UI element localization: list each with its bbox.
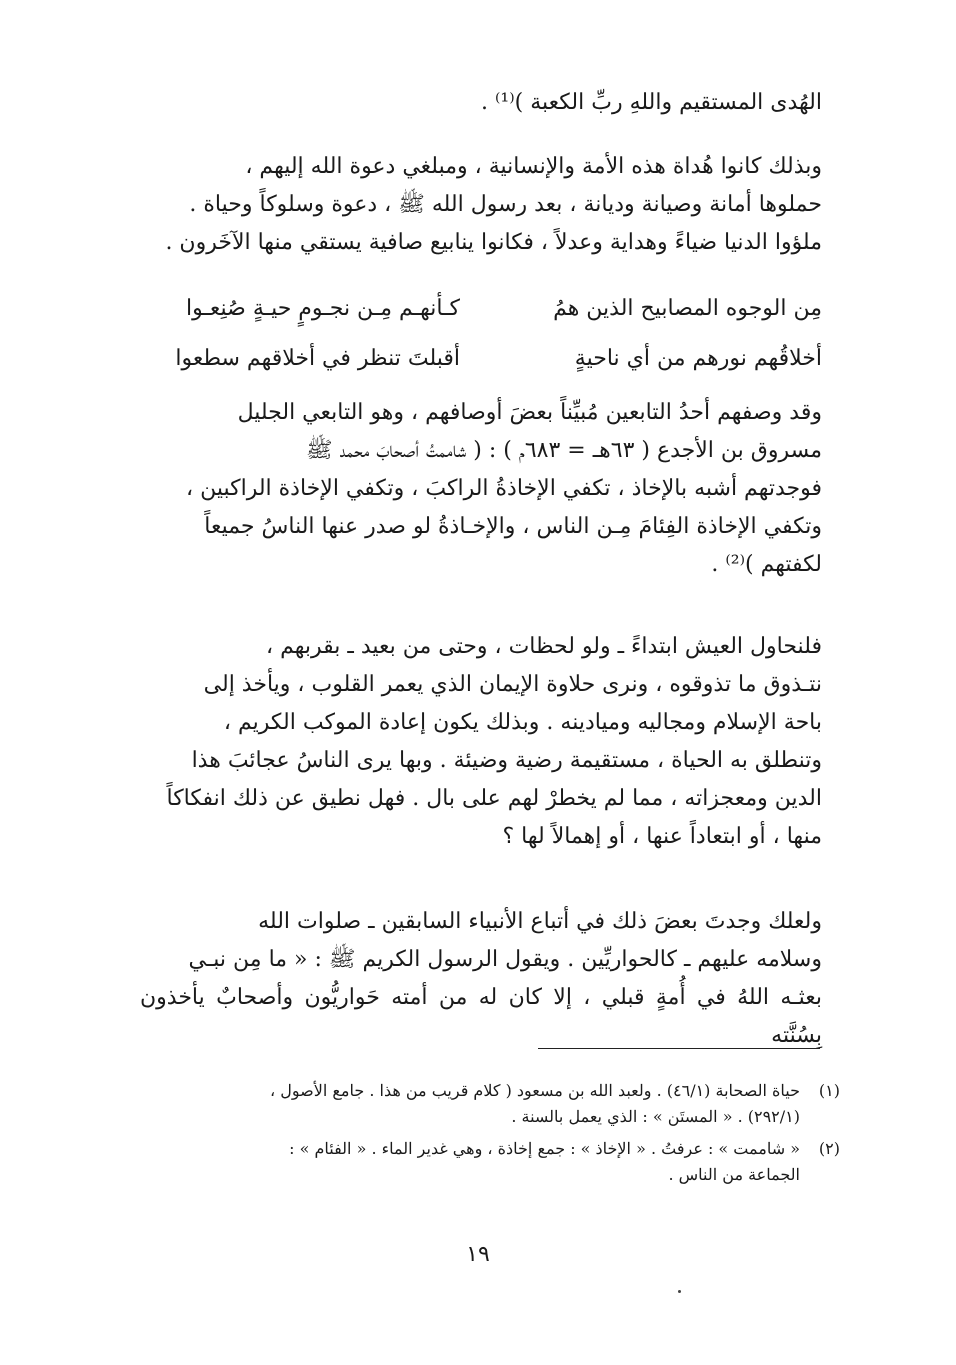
verse-first-half: أخلاقُهم نورهم من أي ناحيةٍ [574,346,822,371]
footnote-line: (٢٩٢/١) . « المستَن » : الذي يعمل بالسنة . [511,1107,800,1126]
poem-verses [140,284,822,384]
poem-verse [140,334,822,384]
text-line: لكفتهم )⁽²⁾ . [711,552,822,577]
text-line: وتكفي الإخاذة الفِئامَ مِـن الناس ، والإخـاذةُ لو صدر عنها الناسُ جميعاً [204,514,822,539]
footnote-line: حياة الصحابة (٤٦/١) . ولعبد الله بن مسعود ( كلام قريب من هذا . جامع الأصول ، [270,1081,800,1100]
footnote [140,1136,840,1188]
footnote-line: « شاممت » : عرفتُ . « الإخاذ » : جمع إخاذة ، وهي غدير الماء . « الفئام » : [289,1139,800,1158]
text-line: وقد وصفهم أحدُ التابعين مُبيِّناً بعضَ أوصافهم ، وهو التابعي الجليل [237,400,822,425]
text-line: ملؤوا الدنيا ضياءً وهداية وعدلاً ، فكانوا ينابيع صافية يستقي منها الآخَرون . [165,230,822,255]
verse-second-half: كـأنهـم مِـن نجـومٍ حيـةٍ صُنِعـوا [185,296,460,321]
text-line: وتنطلق به الحياة ، مستقيمة رضية وضيئة . وبها يرى الناسُ عجائبَ هذا [191,748,822,773]
text-line: باحة الإسلام ومجاليه وميادينه . وبذلك يكون إعادة الموكب الكريم ، [223,710,822,735]
paragraph-2 [140,394,822,584]
footnote-separator [538,1048,820,1049]
text-line: وبذلك كانوا هُداة هذه الأمة والإنسانية ، ومبلغي دعوة الله إليهم ، [245,154,822,179]
verse-first-half: مِن الوجوه المصابيح الذين همُ [553,296,822,321]
text-line: حملوها أمانة وصيانة وديانة ، بعد رسول الله ﷺ ، دعوة وسلوكاً وحياة . [189,192,822,217]
text-line: بعثـه اللهُ في أُمةٍ قبلي ، إلا كان له من أمته حَواريُّون وأصحابٌ يأخذون بِسُنَّته [140,985,822,1048]
poem-verse [140,284,822,334]
text-line: الدين ومعجزاته ، مما لم يخطرْ لهم على بال . فهل نطيق عن ذلك انفكاكاً [166,786,822,811]
text-line: وسلامه عليهم ـ كالحواريِّين . ويقول الرسول الكريم ﷺ : « ما مِن نبـي [188,947,822,972]
footnote-text [140,1078,800,1130]
paragraph-3 [140,628,822,856]
text-line: فلنحاول العيش ابتداءً ـ ولو لحظات ، وحتى من بعيد ـ بقربهم ، [266,634,822,659]
footnote-line: الجماعة من الناس . [668,1165,800,1184]
paragraph-1 [140,148,822,262]
footnote-number: (٢) [818,1139,840,1158]
paragraph-4 [140,903,822,1055]
text-line: نتـذوق ما تذوقوه ، ونرى حلاوة الإيمان الذي يعمر القلوب ، ويأخذ إلى [203,672,822,697]
text-line: الهُدى المستقيم واللهِ ربِّ الكعبة )⁽¹⁾ . [481,90,822,115]
footnote [140,1078,840,1130]
page-number: ١٩ [466,1242,490,1267]
footnote-number: (١) [818,1081,840,1100]
footnotes [140,1078,840,1194]
text-line: مسروق بن الأجدع ( ٦٣هـ = ٦٨٣م ) : ( شاممتُ أصحابَ محمد ﷺ [306,438,822,463]
footnote-text [140,1136,800,1188]
print-speck [678,1290,681,1293]
text-line: ولعلك وجدتَ بعضَ ذلك في أتباع الأنبياء السابقين ـ صلوات الله [258,909,822,934]
text-line: فوجدتهم أشبه بالإخاذ ، تكفي الإخاذةُ الراكبَ ، وتكفي الإخاذة الراكبين ، [186,476,822,501]
text-line: منها ، أو ابتعاداً عنها ، أو إهمالاً لها ؟ [502,824,822,849]
continuation-line [140,84,822,122]
verse-second-half: أقبلتَ تنظر في أخلاقهم سطعوا [175,346,460,371]
